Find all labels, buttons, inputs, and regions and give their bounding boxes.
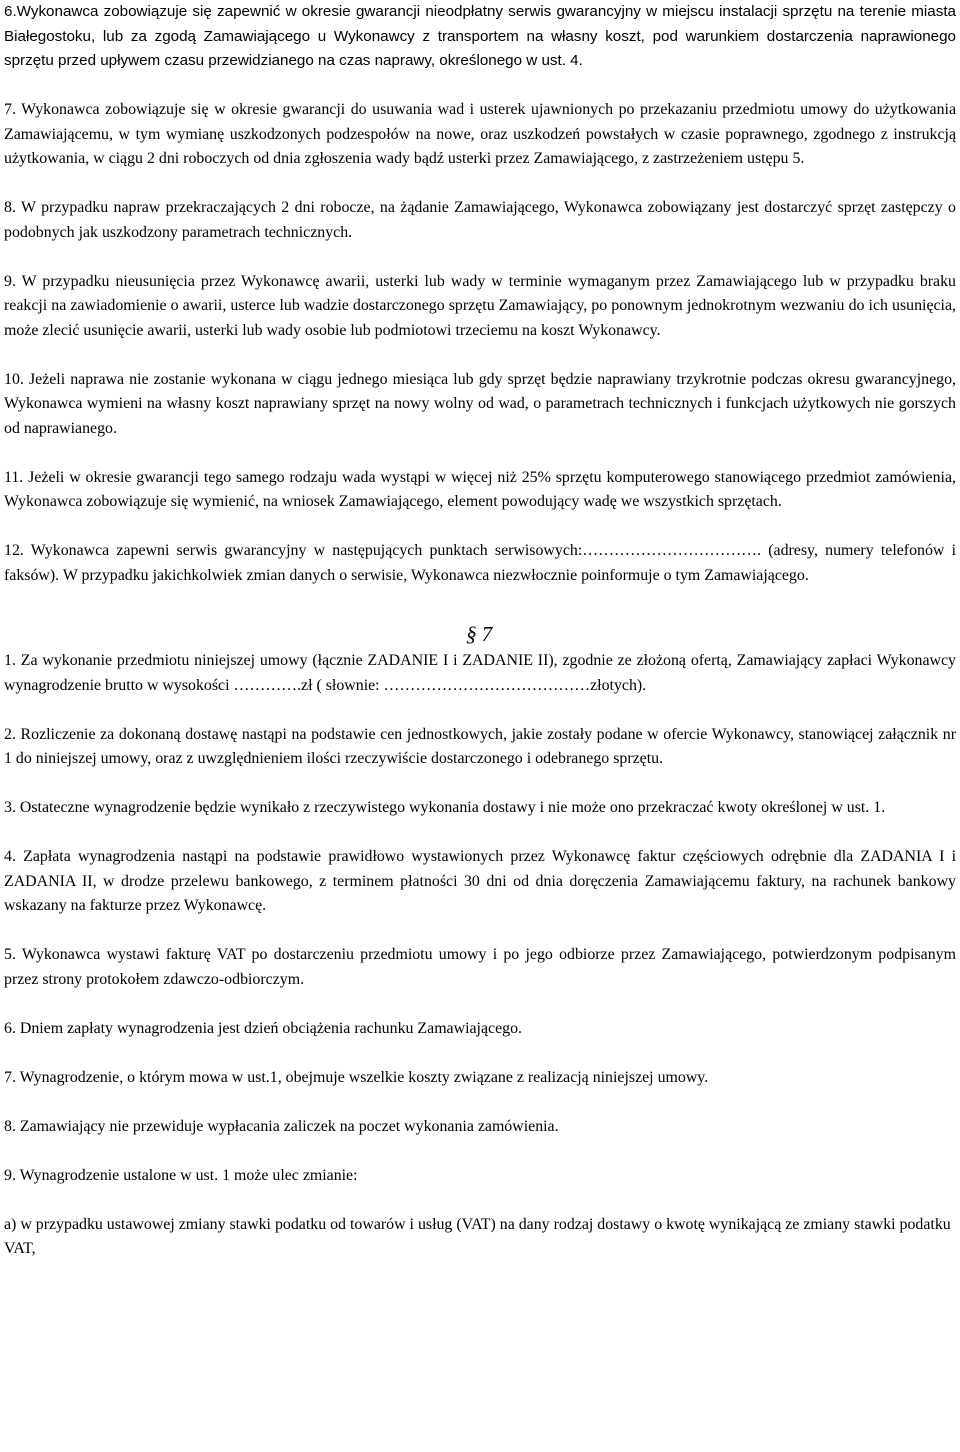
paragraph-9-third-party-repair: 9. W przypadku nieusunięcia przez Wykonawcę awarii, usterki lub wady w terminie wymaganym przez Zamawiającego lub w przypadku braku reakcji na zawiadomienie o awarii, usterce lub wadzie dostarczonego sprzętu Zamawiający, po ponownym jednokrotnym wezwaniu do ich usunięcia, może zlecić usunięcie awarii, usterki lub wady osobie lub podmiotowi trzeciemu na koszt Wykonawcy. <box>4 272 956 339</box>
paragraph-12-service-points: 12. Wykonawca zapewni serwis gwarancyjny w następujących punktach serwisowych:……………………………. (adresy, numery telefonów i faksów). W przypadku jakichkolwiek zmian danych o serwisie, Wykonawca niezwłocznie poinformuje o tym Zamawiającego. <box>4 542 956 584</box>
paragraph-8-replacement-equipment: 8. W przypadku napraw przekraczających 2 dni robocze, na żądanie Zamawiającego, Wykonawca zobowiązany jest dostarczyć sprzęt zastępczy o podobnych jak uszkodzony parametrach technicznych. <box>4 199 956 241</box>
payment-paragraph-3: 3. Ostateczne wynagrodzenie będzie wynikało z rzeczywistego wykonania dostawy i nie może ono przekraczać kwoty określonej w ust. 1. <box>4 799 886 816</box>
payment-paragraph-9: 9. Wynagrodzenie ustalone w ust. 1 może ulec zmianie: <box>4 1166 358 1184</box>
payment-paragraph-5: 5. Wykonawca wystawi fakturę VAT po dostarczeniu przedmiotu umowy i po jego odbiorze przez Zamawiającego, potwierdzonym podpisanym przez strony protokołem zdawczo-odbiorczym. <box>4 946 956 988</box>
paragraph-10-replacement-new: 10. Jeżeli naprawa nie zostanie wykonana w ciągu jednego miesiąca lub gdy sprzęt będzie naprawiany trzykrotnie podczas okresu gwarancyjnego, Wykonawca wymieni na własny koszt naprawiany sprzęt na nowy wolny od wad, o parametrach technicznych i funkcjach użytkowych nie gorszych od naprawianego. <box>4 370 956 437</box>
payment-paragraph-2: 2. Rozliczenie za dokonaną dostawę nastąpi na podstawie cen jednostkowych, jakie zostały podane w ofercie Wykonawcy, stanowiącej załącznik nr 1 do niniejszej umowy, oraz z uwzględnieniem ilości rzeczywiście dostarczonego i odebranego sprzętu. <box>4 725 956 767</box>
payment-paragraph-9a: a) w przypadku ustawowej zmiany stawki podatku od towarów i usług (VAT) na dany rodzaj dostawy o kwotę wynikającą ze zmiany stawki podatku VAT, <box>4 1215 951 1257</box>
paragraph-6-service: 6.Wykonawca zobowiązuje się zapewnić w okresie gwarancji nieodpłatny serwis gwarancyjny w miejscu instalacji sprzętu na terenie miasta Białegostoku, lub za zgodą Zamawiającego u Wykonawcy z transportem na własny koszt, pod warunkiem dostarczenia naprawionego sprzętu przed upływem czasu przewidzianego na czas naprawy, określonego w ust. 4. <box>4 3 956 69</box>
paragraph-7-defect-removal: 7. Wykonawca zobowiązuje się w okresie gwarancji do usuwania wad i usterek ujawnionych po przekazaniu przedmiotu umowy do użytkowania Zamawiającemu, w tym wymianę uszkodzonych podzespołów na nowe, oraz uszkodzeń powstałych w czasie poprawnego, zgodnego z instrukcją użytkowania, w ciągu 2 dni roboczych od dnia zgłoszenia wady bądź usterki przez Zamawiającego, z zastrzeżeniem ustępu 5. <box>4 101 956 167</box>
payment-paragraph-6: 6. Dniem zapłaty wynagrodzenia jest dzień obciążenia rachunku Zamawiającego. <box>4 1019 522 1037</box>
section-heading: § 7 <box>466 622 493 646</box>
payment-paragraph-7: 7. Wynagrodzenie, o którym mowa w ust.1, obejmuje wszelkie koszty związane z realizacją niniejszej umowy. <box>4 1068 709 1086</box>
payment-paragraph-4: 4. Zapłata wynagrodzenia nastąpi na podstawie prawidłowo wystawionych przez Wykonawcę faktur częściowych odrębnie dla ZADANIA I i ZADANIA II, w drodze przelewu bankowego, z terminem płatności 30 dni od dnia doręczenia Zamawiającemu faktury, na rachunek bankowy wskazany na fakturze przez Wykonawcę. <box>4 848 956 914</box>
payment-paragraph-1: 1. Za wykonanie przedmiotu niniejszej umowy (łącznie ZADANIE I i ZADANIE II), zgodnie ze złożoną ofertą, Zamawiający zapłaci Wykonawcy wynagrodzenie brutto w wysokości ………….zł ( słownie: …………………………………złotych). <box>4 652 956 694</box>
document-page <box>4 0 956 1262</box>
paragraph-11-serial-defect: 11. Jeżeli w okresie gwarancji tego samego rodzaju wada wystąpi w więcej niż 25% sprzętu komputerowego stanowiącego przedmiot zamówienia, Wykonawca zobowiązuje się wymienić, na wniosek Zamawiającego, element powodujący wadę we wszystkich sprzętach. <box>4 468 956 510</box>
payment-paragraph-8: 8. Zamawiający nie przewiduje wypłacania zaliczek na poczet wykonania zamówienia. <box>4 1117 559 1135</box>
